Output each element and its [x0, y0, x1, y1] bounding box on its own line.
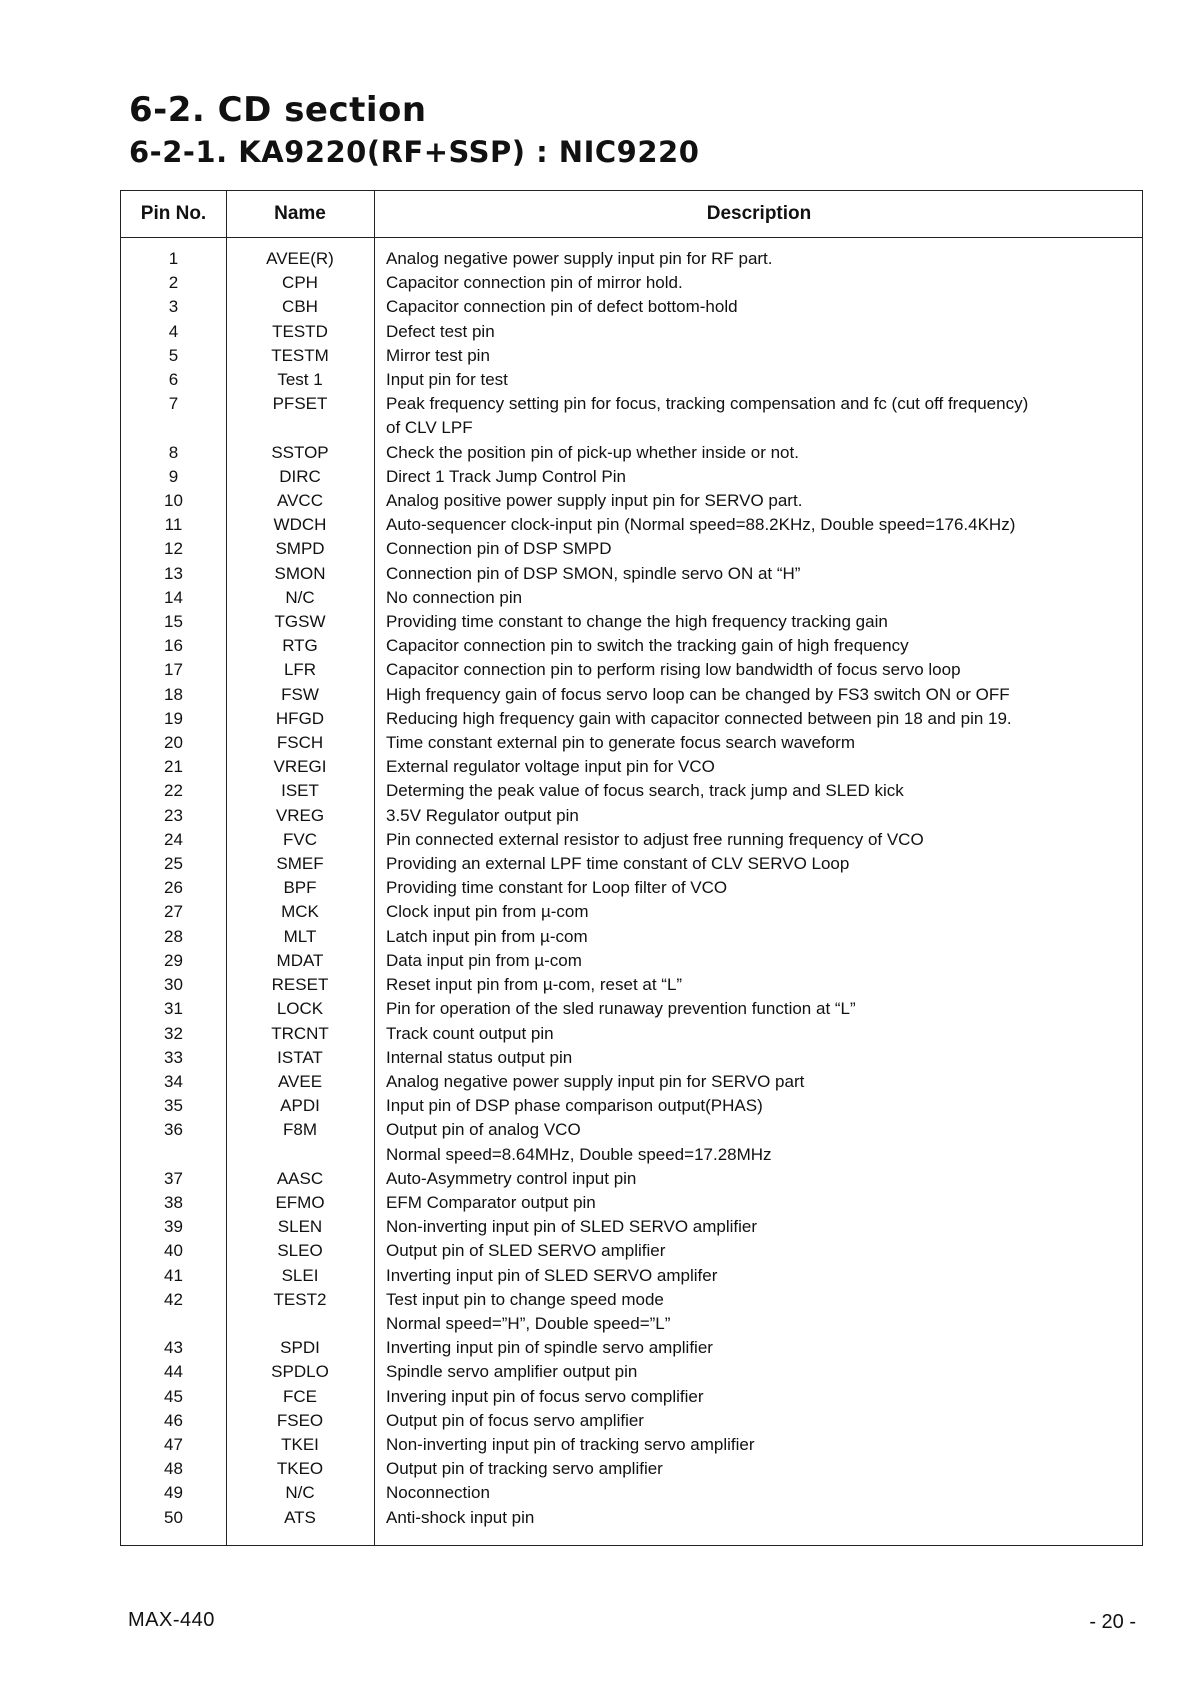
pin-number: 5 [168, 345, 179, 365]
pin-number: 24 [164, 829, 183, 849]
table-row [121, 1215, 1142, 1239]
pin-description: Defect test pin [386, 321, 495, 341]
pin-number: 47 [164, 1434, 183, 1454]
pin-number: 7 [168, 394, 179, 414]
pin-name: DIRC [279, 466, 321, 486]
pin-description: 3.5V Regulator output pin [386, 805, 579, 825]
pin-description: Pin connected external resistor to adjust free running frequency of VCO [386, 829, 924, 849]
pin-description: Anti-shock input pin [386, 1507, 535, 1527]
pin-number: 43 [164, 1338, 183, 1358]
table-row [121, 925, 1142, 949]
pin-number: 27 [164, 902, 183, 922]
table-row [121, 465, 1142, 489]
pin-description: Reset input pin from µ-com, reset at “L” [386, 975, 683, 995]
pin-name: ISTAT [277, 1047, 323, 1067]
pin-name: CPH [282, 273, 318, 293]
pin-name: SPDLO [271, 1362, 329, 1382]
table-row [121, 1506, 1142, 1530]
table-row [121, 392, 1142, 440]
pin-description: Analog negative power supply input pin for RF part. [386, 249, 773, 268]
pin-name: PFSET [272, 394, 328, 414]
pin-number: 36 [164, 1120, 183, 1140]
table-row [121, 1288, 1142, 1336]
table-row [121, 1046, 1142, 1070]
column-header-name: Name [274, 203, 326, 224]
page-number: - 20 - [1089, 1611, 1136, 1633]
pin-description: Non-inverting input pin of SLED SERVO amplifier [386, 1217, 758, 1237]
pin-number: 50 [164, 1507, 183, 1527]
pin-number: 42 [164, 1289, 183, 1309]
pin-description: Inverting input pin of SLED SERVO amplifer [386, 1265, 718, 1285]
pin-name: FSCH [276, 733, 324, 753]
table-row [121, 1239, 1142, 1263]
header-divider [121, 237, 1142, 238]
table-row [121, 368, 1142, 392]
model-number: MAX-440 [128, 1609, 215, 1631]
pin-number: 31 [164, 999, 183, 1019]
pin-number: 48 [164, 1459, 183, 1479]
pin-number: 22 [164, 781, 183, 801]
pin-name: ISET [281, 781, 319, 801]
pin-description: Providing time constant to change the high frequency tracking gain [386, 612, 888, 632]
pin-name: Test 1 [277, 370, 323, 390]
pin-name: TRCNT [271, 1023, 329, 1043]
pin-description: Invering input pin of focus servo complifier [386, 1386, 704, 1406]
pin-number: 8 [168, 442, 179, 462]
pin-name: TESTD [272, 321, 328, 341]
pin-name: SLEO [277, 1241, 323, 1261]
pin-name: HFGD [275, 708, 325, 728]
pin-name: AVEE [277, 1071, 323, 1091]
pin-description: Pin for operation of the sled runaway prevention function at “L” [386, 999, 856, 1019]
pin-name: LOCK [276, 999, 324, 1019]
table-row [121, 295, 1142, 319]
pin-description: Non-inverting input pin of tracking servo amplifier [386, 1434, 755, 1454]
pin-description: Output pin of tracking servo amplifier [386, 1459, 663, 1479]
pin-name: RESET [271, 975, 329, 995]
pin-description: Capacitor connection pin of mirror hold. [386, 273, 683, 293]
table-row [121, 1433, 1142, 1457]
pin-number: 49 [164, 1483, 183, 1503]
pin-description-table [120, 190, 1143, 1546]
pin-name: FSEO [276, 1410, 324, 1430]
pin-number: 20 [164, 733, 183, 753]
pin-description: Time constant external pin to generate focus search waveform [386, 733, 855, 753]
pin-number: 29 [164, 950, 183, 970]
pin-number: 17 [164, 660, 183, 680]
pin-number: 33 [164, 1047, 183, 1067]
table-row [121, 1481, 1142, 1505]
subsection-title: 6-2-1. KA9220(RF+SSP) : NIC9220 [129, 135, 700, 169]
pin-name: SMON [274, 563, 326, 583]
pin-description: Connection pin of DSP SMPD [386, 539, 612, 559]
section-title: 6-2. CD section [129, 90, 427, 130]
pin-name: APDI [280, 1096, 320, 1116]
pin-name: WDCH [273, 515, 327, 535]
pin-number: 41 [164, 1265, 183, 1285]
pin-number: 19 [164, 708, 183, 728]
pin-name: FSW [281, 684, 319, 704]
pin-description: EFM Comparator output pin [386, 1192, 596, 1212]
pin-name: SMPD [275, 539, 325, 559]
pin-description: Input pin for test [386, 370, 508, 390]
pin-description: Mirror test pin [386, 345, 490, 365]
pin-description: Check the position pin of pick-up whether inside or not. [386, 442, 799, 462]
pin-name: FVC [283, 829, 317, 849]
pin-number: 15 [164, 612, 183, 632]
pin-description: No connection pin [386, 587, 523, 607]
pin-description: Output pin of SLED SERVO amplifier [386, 1241, 666, 1261]
pin-name: AASC [276, 1168, 324, 1188]
pin-description: External regulator voltage input pin for VCO [386, 757, 715, 777]
pin-number: 45 [164, 1386, 183, 1406]
table-row [121, 731, 1142, 755]
table-row [121, 900, 1142, 924]
table-row [121, 1264, 1142, 1288]
table-row [121, 247, 1142, 271]
pin-name: SMEF [276, 854, 324, 874]
pin-description: Analog positive power supply input pin for SERVO part. [386, 491, 803, 511]
pin-number: 1 [168, 249, 179, 268]
table-row [121, 1094, 1142, 1118]
table-row [121, 973, 1142, 997]
table-row [121, 1457, 1142, 1481]
table-row [121, 489, 1142, 513]
pin-description: Providing time constant for Loop filter of VCO [386, 878, 728, 898]
pin-name: F8M [283, 1120, 317, 1140]
table-row [121, 537, 1142, 561]
table-row [121, 1336, 1142, 1360]
pin-name: TEST2 [273, 1289, 327, 1309]
table-row [121, 271, 1142, 295]
pin-number: 32 [164, 1023, 183, 1043]
pin-name: BPF [283, 878, 317, 898]
table-row [121, 1118, 1142, 1166]
pin-description: Providing an external LPF time constant of CLV SERVO Loop [386, 854, 850, 874]
table-row [121, 804, 1142, 828]
pin-name: LFR [283, 660, 317, 680]
pin-name: TGSW [274, 612, 326, 632]
pin-name: AVCC [277, 491, 323, 511]
pin-number: 6 [168, 370, 179, 390]
pin-description: Capacitor connection pin of defect bottom-hold [386, 297, 738, 317]
pin-description: Capacitor connection pin to perform rising low bandwidth of focus servo loop [386, 660, 961, 680]
table-row [121, 610, 1142, 634]
pin-description: Data input pin from µ-com [386, 950, 582, 970]
pin-description: Test input pin to change speed mode Normal speed=”H”, Double speed=”L” [386, 1289, 671, 1333]
pin-description: Output pin of analog VCO Normal speed=8.64MHz, Double speed=17.28MHz [386, 1120, 772, 1164]
pin-description: Direct 1 Track Jump Control Pin [386, 466, 626, 486]
table-row [121, 586, 1142, 610]
pin-description: Auto-sequencer clock-input pin (Normal speed=88.2KHz, Double speed=176.4KHz) [386, 515, 1016, 535]
pin-description: Determing the peak value of focus search, track jump and SLED kick [386, 781, 904, 801]
pin-description: Noconnection [386, 1483, 490, 1503]
pin-description: Internal status output pin [386, 1047, 573, 1067]
pin-number: 12 [164, 539, 183, 559]
pin-number: 2 [168, 273, 179, 293]
table-row [121, 658, 1142, 682]
pin-description: Auto-Asymmetry control input pin [386, 1168, 637, 1188]
pin-number: 37 [164, 1168, 183, 1188]
pin-number: 4 [168, 321, 179, 341]
pin-name: MDAT [276, 950, 324, 970]
pin-number: 23 [164, 805, 183, 825]
pin-description: Input pin of DSP phase comparison output(PHAS) [386, 1096, 763, 1116]
table-row [121, 852, 1142, 876]
pin-description: High frequency gain of focus servo loop can be changed by FS3 switch ON or OFF [386, 684, 1010, 704]
table-row [121, 683, 1142, 707]
table-row [121, 876, 1142, 900]
table-row [121, 1409, 1142, 1433]
pin-number: 18 [164, 684, 183, 704]
table-row [121, 513, 1142, 537]
table-row [121, 1070, 1142, 1094]
table-row [121, 1360, 1142, 1384]
table-row [121, 320, 1142, 344]
pin-description: Spindle servo amplifier output pin [386, 1362, 638, 1382]
pin-description: Output pin of focus servo amplifier [386, 1410, 644, 1430]
pin-number: 34 [164, 1071, 183, 1091]
table-row [121, 755, 1142, 779]
pin-number: 26 [164, 878, 183, 898]
column-header-pin-no: Pin No. [140, 203, 207, 224]
pin-name: TKEO [276, 1459, 324, 1479]
pin-number: 3 [168, 297, 179, 317]
pin-number: 39 [164, 1217, 183, 1237]
table-row [121, 634, 1142, 658]
pin-name: ATS [284, 1507, 316, 1527]
pin-number: 21 [164, 757, 183, 777]
pin-description: Inverting input pin of spindle servo amplifier [386, 1338, 713, 1358]
table-row [121, 344, 1142, 368]
pin-name: SPDI [280, 1338, 320, 1358]
pin-number: 13 [164, 563, 183, 583]
table-row [121, 828, 1142, 852]
pin-name: RTG [282, 636, 318, 656]
pin-number: 25 [164, 854, 183, 874]
pin-number: 30 [164, 975, 183, 995]
pin-name: N/C [285, 587, 315, 607]
pin-number: 38 [164, 1192, 183, 1212]
pin-number: 40 [164, 1241, 183, 1261]
table-row [121, 707, 1142, 731]
pin-name: TKEI [281, 1434, 319, 1454]
column-header-description: Description [706, 203, 812, 224]
pin-description: Clock input pin from µ-com [386, 902, 589, 922]
pin-name: AVEE(R) [266, 249, 334, 268]
pin-name: N/C [285, 1483, 315, 1503]
pin-name: SLEI [281, 1265, 319, 1285]
pin-description: Reducing high frequency gain with capacitor connected between pin 18 and pin 19. [386, 708, 1012, 728]
pin-name: SSTOP [271, 442, 329, 462]
pin-number: 28 [164, 926, 183, 946]
pin-description: Track count output pin [386, 1023, 554, 1043]
pin-name: VREGI [273, 757, 327, 777]
pin-name: MLT [283, 926, 317, 946]
pin-name: MCK [281, 902, 319, 922]
pin-number: 16 [164, 636, 183, 656]
table-row [121, 441, 1142, 465]
pin-number: 11 [164, 515, 183, 535]
pin-description: Analog negative power supply input pin for SERVO part [386, 1071, 805, 1091]
pin-number: 44 [164, 1362, 183, 1382]
pin-description: Connection pin of DSP SMON, spindle servo ON at “H” [386, 563, 801, 583]
pin-number: 10 [164, 491, 183, 511]
table-row [121, 997, 1142, 1021]
pin-description: Peak frequency setting pin for focus, tracking compensation and fc (cut off frequency) of CLV LPF [386, 394, 1029, 438]
pin-number: 35 [164, 1096, 183, 1116]
pin-name: TESTM [271, 345, 329, 365]
table-row [121, 562, 1142, 586]
table-row [121, 1167, 1142, 1191]
pin-name: SLEN [277, 1217, 323, 1237]
table-row [121, 1022, 1142, 1046]
table-body [121, 247, 1142, 1530]
table-row [121, 949, 1142, 973]
pin-number: 46 [164, 1410, 183, 1430]
pin-name: FCE [283, 1386, 317, 1406]
table-row [121, 1191, 1142, 1215]
table-row [121, 1385, 1142, 1409]
pin-description: Latch input pin from µ-com [386, 926, 588, 946]
table-row [121, 779, 1142, 803]
pin-number: 14 [164, 587, 183, 607]
pin-number: 9 [168, 466, 179, 486]
pin-name: VREG [275, 805, 325, 825]
pin-description: Capacitor connection pin to switch the tracking gain of high frequency [386, 636, 909, 656]
pin-name: EFMO [275, 1192, 325, 1212]
pin-name: CBH [282, 297, 318, 317]
